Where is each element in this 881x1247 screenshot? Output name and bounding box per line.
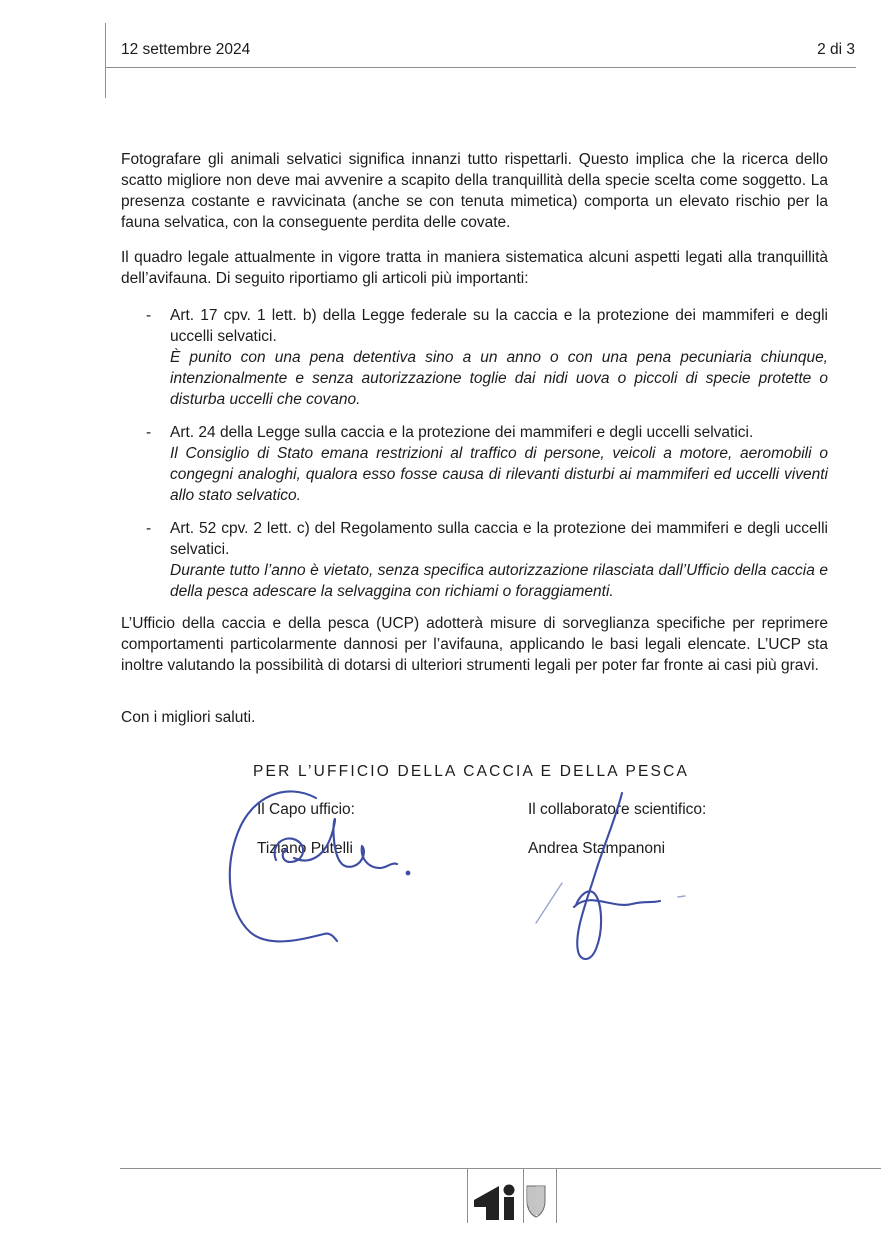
article-52-title: Art. 52 cpv. 2 lett. c) del Regolamento sulla caccia e la protezione dei mammiferi e degli uccelli selvatici. (170, 520, 828, 558)
signature-roles-row (121, 799, 828, 818)
footer-rule (120, 1168, 881, 1169)
article-24-quote: Il Consiglio di Stato emana restrizioni al traffico di persone, veicoli a motore, aeromobili o congegni analoghi, qualora esso fosse causa di rilevanti disturbi ai mammiferi ed uccelli viventi allo stato selvatico. (170, 445, 828, 504)
closing-salutation: Con i migliori saluti. (121, 709, 256, 726)
list-item-text (170, 422, 828, 506)
letter-date: 12 settembre 2024 (121, 41, 251, 58)
name-andrea-stampanoni: Andrea Stampanoni (528, 840, 666, 857)
list-marker: - (146, 520, 152, 537)
name-tiziano-putelli: Tiziano Putelli (257, 840, 353, 857)
list-marker: - (146, 307, 152, 324)
article-24-title: Art. 24 della Legge sulla caccia e la protezione dei mammiferi e degli uccelli selvatici. (170, 424, 754, 441)
paragraph-respect-wildlife: Fotografare gli animali selvatici significa innanzi tutto rispettarli. Questo implica che la ricerca dello scatto migliore non deve mai avvenire a scapito della tranquillità della specie scelta come soggetto. La presenza costante e ravvicinata (anche se con tenuta mimetica) comporta un elevato rischio per la fauna selvatica, con la conseguente perdita delle covate. (121, 151, 828, 231)
ticino-ti-logo (472, 1184, 516, 1221)
page-number: 2 di 3 (817, 41, 855, 58)
letter-body (121, 149, 828, 857)
role-scientific-collaborator: Il collaboratore scientifico: (528, 801, 707, 818)
header-rule (106, 67, 856, 68)
article-17-quote: È punito con una pena detentiva sino a un anno o con una pena pecuniaria chiunque, intenzionalmente e senza autorizzazione toglie dai nidi uova o piccoli di specie protette o disturba uccelli che covano. (170, 349, 828, 408)
paragraph-ucp-measures: L’Ufficio della caccia e della pesca (UCP) adotterà misure di sorveglianza specifiche per reprimere comportamenti particolarmente dannosi per l’avifauna, applicando le basi legali elencate. L’UCP sta inoltre valutando la possibilità di dotarsi di ulteriori strumenti legali per poter far fronte ai casi più gravi. (121, 615, 828, 674)
article-52-quote: Durante tutto l’anno è vietato, senza specifica autorizzazione rilasciata dall’Ufficio della caccia e della pesca adescare la selvaggina con richiami o foraggiamenti. (170, 562, 828, 600)
list-marker: - (146, 424, 152, 441)
list-item-art17 (121, 305, 828, 410)
article-17-title: Art. 17 cpv. 1 lett. b) della Legge federale su la caccia e la protezione dei mammiferi e degli uccelli selvatici. (170, 307, 828, 345)
list-item-text (170, 305, 828, 410)
footer-separator-middle (523, 1168, 524, 1223)
paragraph-legal-intro: Il quadro legale attualmente in vigore tratta in maniera sistematica alcuni aspetti legati alla tranquillità dell’avifauna. Di seguito riportiamo gli articoli più importanti: (121, 249, 828, 287)
footer-separator-right (556, 1168, 557, 1223)
list-item-text (170, 518, 828, 602)
signature-names-row (121, 838, 828, 857)
footer-separator-left (467, 1168, 468, 1223)
list-item-art52 (121, 518, 828, 602)
role-head-of-office: Il Capo ufficio: (257, 801, 355, 818)
list-item-art24 (121, 422, 828, 506)
signing-office-line: PER L’UFFICIO DELLA CACCIA E DELLA PESCA (253, 763, 690, 780)
header-left-rule (105, 23, 106, 98)
ticino-coat-of-arms-icon (526, 1185, 546, 1218)
